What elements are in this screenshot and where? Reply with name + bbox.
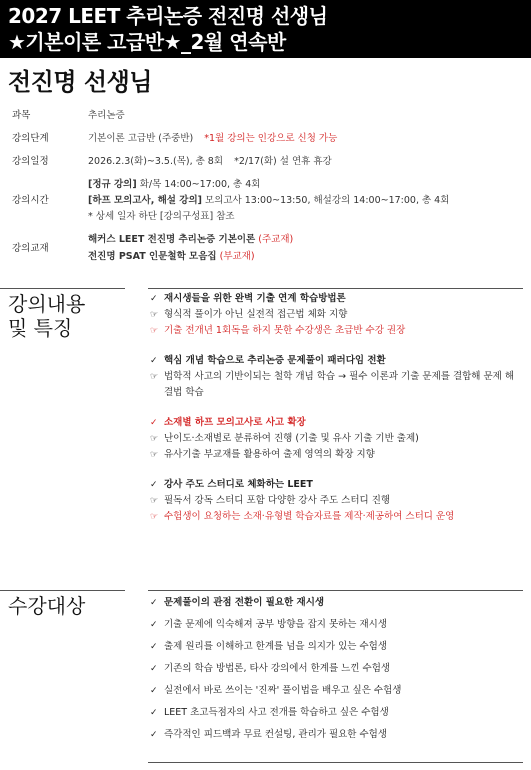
section-divider-features-right — [148, 288, 523, 289]
target-item: ✓ 즉각적인 피드백과 무료 컨설팅, 관리가 필요한 수험생 — [148, 724, 523, 746]
time-label: 강의시간 — [12, 195, 49, 206]
feature-group-1 — [148, 291, 523, 339]
title-banner — [0, 0, 531, 58]
section-divider-target-right — [148, 590, 523, 591]
time-line3: * 상세 일자 하단 [강의구성표] 참조 — [88, 211, 235, 222]
check-icon: ✓ — [150, 620, 158, 630]
target-item: ✓ 기존의 학습 방법론, 타사 강의에서 한계를 느낀 수험생 — [148, 658, 523, 680]
time-line2-bold: [하프 모의고사, 해설 강의] — [88, 195, 202, 206]
section-divider-target-left — [0, 590, 125, 591]
pointer-icon: ☞ — [150, 372, 159, 382]
feature-point: ☞ 형식적 풀이가 아닌 실전적 접근법 체화 지향 — [148, 307, 523, 323]
check-icon: ✓ — [150, 642, 158, 652]
subject-label: 과목 — [12, 110, 31, 121]
banner-line-2: ★기본이론 고급반★_2월 연속반 — [8, 30, 286, 54]
target-list — [148, 592, 523, 746]
pointer-icon: ☞ — [150, 310, 159, 320]
book2-tag: (부교재) — [219, 251, 255, 262]
banner-line-1: 2027 LEET 추리논증 전진명 선생님 — [8, 4, 328, 28]
time-line2-rest: 모의고사 13:00~13:50, 해설강의 14:00~17:00, 총 4회 — [202, 195, 450, 206]
book1-tag: (주교재) — [258, 234, 294, 245]
book2-title: 전진명 PSAT 인문철학 모음집 — [88, 251, 217, 262]
feature-group-4 — [148, 477, 523, 525]
bottom-divider — [148, 762, 523, 763]
level-label: 강의단계 — [12, 133, 49, 144]
feature-heading: ✓ 강사 주도 스터디로 체화하는 LEET — [148, 477, 523, 493]
section-divider-features-left — [0, 288, 125, 289]
schedule-note: *2/17(화) 설 연휴 휴강 — [234, 156, 332, 167]
feature-heading: ✓ 핵심 개념 학습으로 추리논증 문제풀이 패러다임 전환 — [148, 353, 523, 369]
check-icon: ✓ — [150, 598, 158, 608]
pointer-icon: ☞ — [150, 512, 159, 522]
check-icon: ✓ — [150, 418, 158, 428]
features-list — [148, 291, 523, 525]
level-value: 기본이론 고급반 (주중반) — [88, 133, 194, 144]
check-icon: ✓ — [150, 730, 158, 740]
pointer-icon: ☞ — [150, 434, 159, 444]
features-section-title — [8, 292, 85, 340]
target-item: ✓ 실전에서 바로 쓰이는 '진짜' 풀이법을 배우고 싶은 수험생 — [148, 680, 523, 702]
target-item: ✓ LEET 초고득점자의 사고 전개를 학습하고 싶은 수험생 — [148, 702, 523, 724]
target-item: ✓ 기출 문제에 익숙해져 공부 방향을 잡지 못하는 재시생 — [148, 614, 523, 636]
pointer-icon: ☞ — [150, 326, 159, 336]
time-line1-bold: [정규 강의] — [88, 179, 137, 190]
target-section-title: 수강대상 — [8, 594, 86, 618]
feature-group-3 — [148, 415, 523, 463]
check-icon: ✓ — [150, 686, 158, 696]
check-icon: ✓ — [150, 294, 158, 304]
feature-heading: ✓ 소재별 하프 모의고사로 사고 확장 — [148, 415, 523, 431]
features-title-line1: 강의내용 — [8, 292, 86, 316]
features-title-line2: 및 특징 — [8, 316, 73, 340]
time-line1-rest: 화/목 14:00~17:00, 총 4회 — [136, 179, 261, 190]
check-icon: ✓ — [150, 708, 158, 718]
level-note: *1월 강의는 인강으로 신청 가능 — [204, 133, 338, 144]
feature-point: ☞ 난이도·소재별로 분류하여 진행 (기출 및 유사 기출 기반 출제) — [148, 431, 523, 447]
feature-group-2 — [148, 353, 523, 401]
book-label: 강의교재 — [12, 243, 49, 254]
check-icon: ✓ — [150, 480, 158, 490]
feature-point: ☞ 법학적 사고의 기반이되는 철학 개념 학습 → 필수 이론과 기출 문제를 결합해 문제 해결법 학습 — [150, 371, 515, 398]
target-heading: ✓ 문제풀이의 관점 전환이 필요한 재시생 — [148, 592, 523, 614]
feature-heading: ✓ 재시생들을 위한 완벽 기출 연계 학습방법론 — [148, 291, 523, 307]
book1-title: 해커스 LEET 전진명 추리논증 기본이론 — [88, 234, 256, 245]
pointer-icon: ☞ — [150, 450, 159, 460]
subject-value: 추리논증 — [88, 110, 125, 121]
schedule-value: 2026.2.3(화)~3.5.(목), 총 8회 — [88, 156, 224, 167]
schedule-label: 강의일정 — [12, 156, 49, 167]
teacher-name: 전진명 선생님 — [8, 68, 152, 96]
check-icon: ✓ — [150, 356, 158, 366]
feature-point: ☞ 기출 전개년 1회독을 하지 못한 수강생은 초급반 수강 권장 — [148, 323, 523, 339]
feature-point: ☞ 수험생이 요청하는 소재·유형별 학습자료를 제작·제공하여 스터디 운영 — [148, 509, 523, 525]
feature-point: ☞ 유사기출 부교재를 활용하여 출제 영역의 확장 지향 — [148, 447, 523, 463]
check-icon: ✓ — [150, 664, 158, 674]
target-item: ✓ 출제 원리를 이해하고 한계를 넘을 의지가 있는 수험생 — [148, 636, 523, 658]
pointer-icon: ☞ — [150, 496, 159, 506]
feature-point: ☞ 필독서 강독 스터디 포함 다양한 강사 주도 스터디 진행 — [148, 493, 523, 509]
